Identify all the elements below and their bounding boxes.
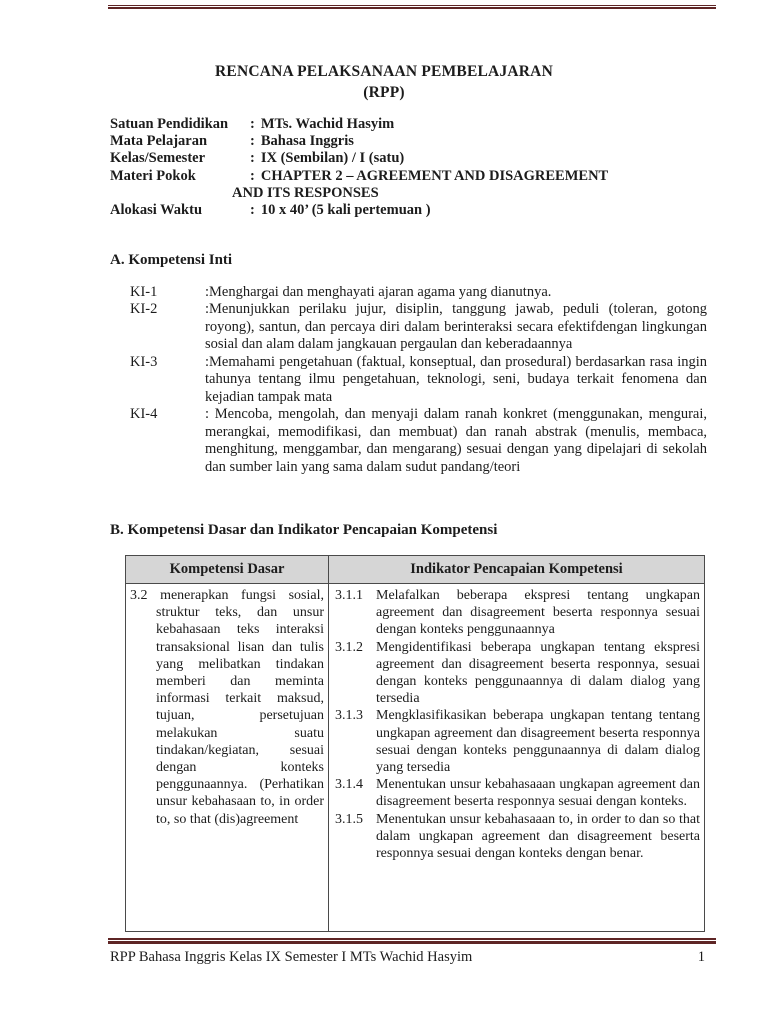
meta-colon: : xyxy=(250,202,255,219)
meta-row-kelas-semester xyxy=(110,150,710,167)
kompetensi-inti-list xyxy=(130,284,707,476)
table-header-kompetensi-dasar: Kompetensi Dasar xyxy=(126,556,329,584)
meta-colon: : xyxy=(250,167,255,184)
meta-colon: : xyxy=(250,116,255,132)
meta-row-alokasi-waktu xyxy=(110,202,710,219)
meta-label: Satuan Pendidikan xyxy=(110,116,229,132)
indicator-text: Menentukan unsur kebahasaaan ungkapan agreement dan disagreement beserta responnya sesuai dengan konteks. xyxy=(376,777,700,810)
meta-value: CHAPTER 2 – AGREEMENT AND DISAGREEMENT xyxy=(260,167,609,184)
kompetensi-dasar-text: 3.2 menerapkan fungsi sosial, struktur teks, dan unsur kebahasaan teks interaksi transaksional lisan dan tulis yang melibatkan tindakan memberi dan meminta informasi terkait maksud, tujuan, persetujuan melakukan suatu tindakan/kegiatan, sesuai dengan konteks penggunaannya. (Perhatikan unsur kebahasaan to, in order to, so that (dis)agreement xyxy=(130,588,324,827)
page-footer xyxy=(110,949,705,966)
indicator-item-1 xyxy=(335,587,700,639)
indicator-text: Mengidentifikasi beberapa ungkapan tentang ekspresi agreement dan disagreement beserta responnya, sesuai dengan konteks penggunaannya di dalam dialog yang tersedia xyxy=(376,639,700,707)
indicator-number: 3.1.2 xyxy=(335,639,363,655)
document-title xyxy=(0,62,768,103)
meta-label: Kelas/Semester xyxy=(110,150,206,167)
indicator-text: Melafalkan beberapa ekspresi tentang ungkapan agreement dan disagreement beserta responnya sesuai dengan konteks penggunaannya xyxy=(376,588,700,638)
section-a-heading: A. Kompetensi Inti xyxy=(110,252,233,268)
ki-text: : Mencoba, mengolah, dan menyaji dalam ranah konkret (menggunakan, mengurai, merangkai, memodifikasi, dan membuat) dan ranah abstrak (menulis, membaca, menghitung, menggambar, dan mengarang) sesuai dengan yang dipelajari di sekolah dan sumber lain yang sama dalam sudut pandang/teori xyxy=(205,406,707,475)
top-border-rule xyxy=(108,5,716,9)
kompetensi-dasar-cell xyxy=(126,584,329,931)
ki-text: :Memahami pengetahuan (faktual, konseptual, dan prosedural) berdasarkan rasa ingin tahunya tentang ilmu pengetahuan, teknologi, seni, budaya terkait fenomena dan kejadian tampak mata xyxy=(205,353,707,405)
section-b-heading: B. Kompetensi Dasar dan Indikator Pencapaian Kompetensi xyxy=(110,522,498,538)
ki-item-3 xyxy=(130,354,707,406)
indicator-number: 3.1.5 xyxy=(335,811,363,827)
ki-item-4 xyxy=(130,406,707,476)
meta-value: IX (Sembilan) / I (satu) xyxy=(260,150,405,167)
meta-value: MTs. Wachid Hasyim xyxy=(260,116,395,132)
indicator-number: 3.1.3 xyxy=(335,708,363,724)
indicator-item-3 xyxy=(335,707,700,776)
meta-colon: : xyxy=(250,150,255,167)
meta-row-materi-pokok xyxy=(110,168,710,185)
ki-text: :Menunjukkan perilaku jujur, disiplin, tanggung jawab, peduli (toleran, gotong royong), santun, dan percaya diri dalam berinteraksi secara efektifdengan lingkungan sosial dan alam dalam jangkauan pergaulan dan keberadaannya xyxy=(205,301,707,353)
indicator-item-2 xyxy=(335,639,700,708)
ki-number: KI-3 xyxy=(130,353,158,370)
ki-number: KI-2 xyxy=(130,301,158,318)
meta-value: 10 x 40’ (5 kali pertemuan ) xyxy=(260,202,431,219)
footer-border-rule xyxy=(108,938,716,944)
kd-indikator-table xyxy=(125,555,705,932)
table-header-row xyxy=(126,556,704,584)
document-meta xyxy=(110,116,710,219)
meta-label: Alokasi Waktu xyxy=(110,202,203,219)
meta-label: Mata Pelajaran xyxy=(110,133,208,150)
indicator-item-5 xyxy=(335,811,700,863)
meta-colon: : xyxy=(250,133,255,150)
ki-item-2 xyxy=(130,301,707,353)
meta-row-mata-pelajaran xyxy=(110,133,710,150)
indicator-item-4 xyxy=(335,776,700,810)
meta-materi-pokok-line2: AND ITS RESPONSES xyxy=(232,184,379,201)
meta-value: Bahasa Inggris xyxy=(260,133,354,150)
ki-text: :Menghargai dan menghayati ajaran agama yang dianutnya. xyxy=(205,284,552,300)
ki-number: KI-1 xyxy=(130,284,158,300)
table-header-indikator: Indikator Pencapaian Kompetensi xyxy=(329,556,704,584)
title-line-2: (RPP) xyxy=(363,83,405,101)
indicator-text: Mengklasifikasikan beberapa ungkapan tentang tentang ungkapan agreement dan disagreement beserta responnya sesuai dengan konteks penggunaannya di dalam dialog yang tersedia xyxy=(376,708,700,776)
indikator-cell xyxy=(329,584,704,931)
indicator-number: 3.1.1 xyxy=(335,588,363,603)
table-body-row xyxy=(126,584,704,931)
indicator-number: 3.1.4 xyxy=(335,777,363,793)
indicator-text: Menentukan unsur kebahasaaan to, in order to dan so that dalam ungkapan agreement dan disagreement beserta responnya sesuai dengan konteks dengan benar. xyxy=(376,811,700,862)
page-number: 1 xyxy=(697,949,705,965)
title-line-1: RENCANA PELAKSANAAN PEMBELAJARAN xyxy=(215,63,553,80)
meta-row-satuan-pendidikan xyxy=(110,116,710,133)
ki-item-1 xyxy=(130,284,707,301)
ki-number: KI-4 xyxy=(130,406,158,423)
footer-text: RPP Bahasa Inggris Kelas IX Semester I MTs Wachid Hasyim xyxy=(110,949,473,965)
meta-label: Materi Pokok xyxy=(110,167,196,184)
